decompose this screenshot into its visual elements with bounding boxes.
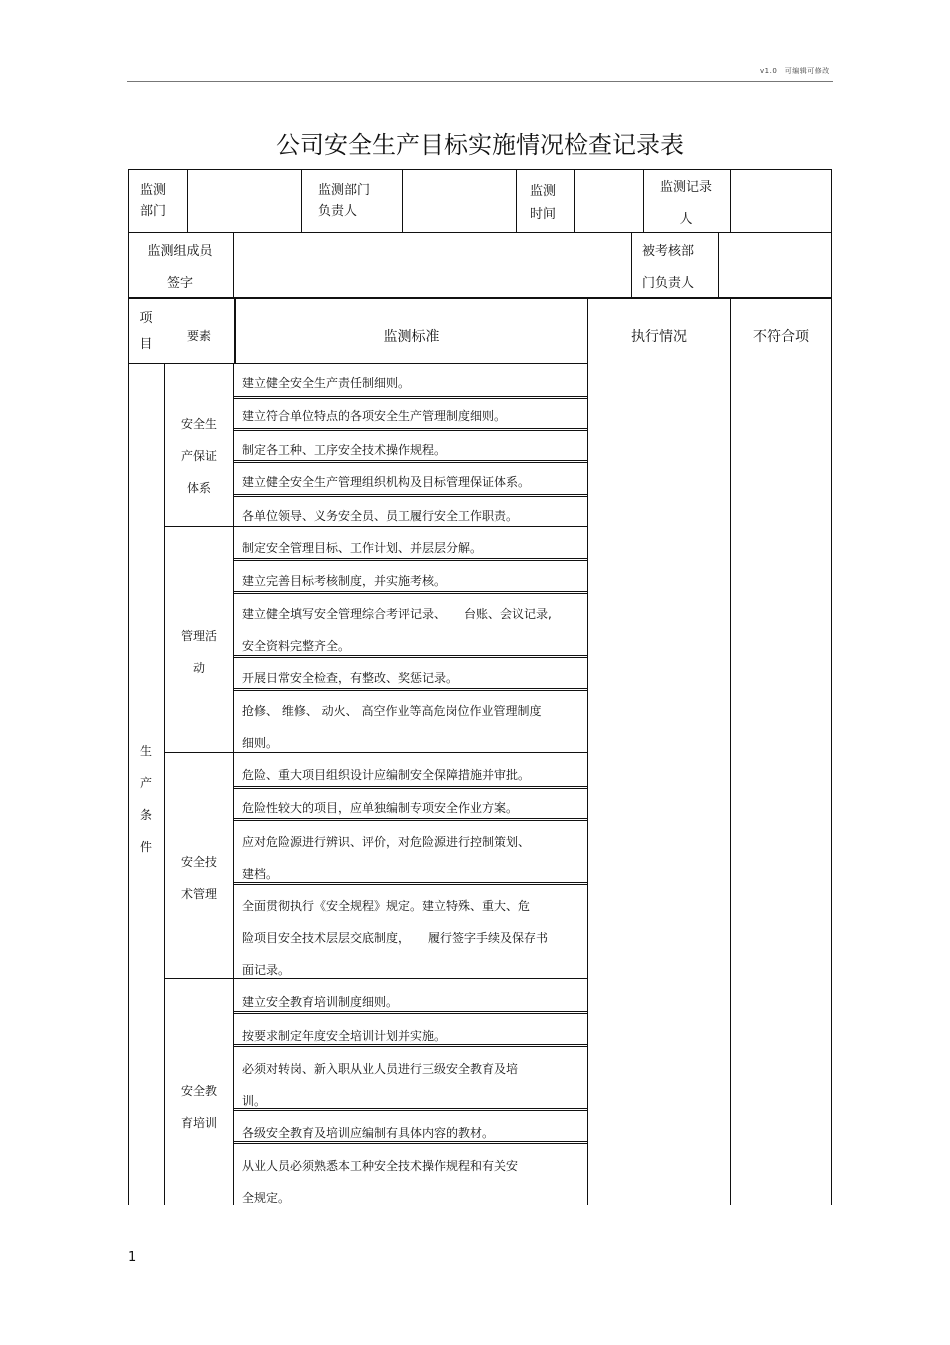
standard-item: 制定各工种、工序安全技术操作规程。 bbox=[242, 443, 447, 457]
members-sign-label: 监测组成员 签字 bbox=[147, 244, 213, 291]
header-version-note: v1.0 可编辑可修改 bbox=[760, 67, 830, 75]
standard-item: 抢修、 维修、 动火、 高空作业等高危岗位作业管理制度 bbox=[242, 704, 542, 718]
col-header-standard: 监测标准 bbox=[383, 329, 440, 345]
standard-item: 开展日常安全检查，有整改、奖惩记录。 bbox=[242, 671, 459, 685]
standard-item-cont: 建档。 bbox=[242, 867, 279, 881]
standard-item-cont: 全规定。 bbox=[242, 1191, 291, 1205]
assessed-dept-head-label: 被考核部 门负责人 bbox=[642, 244, 695, 291]
page-title: 公司安全生产目标实施情况检查记录表 bbox=[276, 131, 684, 159]
time-label: 监测 时间 bbox=[530, 184, 557, 222]
standard-item: 应对危险源进行辨识、评价，对危险源进行控制策划、 bbox=[242, 835, 531, 849]
standard-item: 危险性较大的项目，应单独编制专项安全作业方案。 bbox=[242, 801, 519, 815]
col-header-execution: 执行情况 bbox=[631, 329, 687, 345]
standard-item-cont: 安全资料完整齐全。 bbox=[242, 639, 351, 653]
header-rule bbox=[127, 81, 833, 82]
group-name-safety-system: 安全生 产保证 体系 bbox=[180, 417, 217, 495]
group-name-training: 安全教 育培训 bbox=[180, 1084, 217, 1130]
standard-item-cont: 面记录。 bbox=[242, 963, 291, 977]
standard-item: 建立完善目标考核制度，并实施考核。 bbox=[242, 574, 447, 588]
col-header-nonconform: 不符合项 bbox=[753, 329, 809, 345]
standard-item: 按要求制定年度安全培训计划并实施。 bbox=[242, 1029, 447, 1043]
standard-item: 制定安全管理目标、工作计划、并层层分解。 bbox=[242, 541, 483, 555]
standard-item: 建立健全安全生产责任制细则。 bbox=[242, 376, 411, 390]
category-label: 生 产 条 件 bbox=[139, 744, 152, 854]
dept-head-label: 监测部门 负责人 bbox=[318, 183, 371, 219]
standard-item-cont: 细则。 bbox=[242, 736, 279, 750]
standard-item: 建立健全安全生产管理组织机构及目标管理保证体系。 bbox=[242, 475, 531, 489]
recorder-label: 监测记录 人 bbox=[659, 180, 712, 227]
group-name-management: 管理活 动 bbox=[180, 629, 217, 675]
standard-item: 必须对转岗、新入职从业人员进行三级安全教育及培 bbox=[242, 1062, 519, 1076]
col-header-element: 要素 bbox=[186, 329, 211, 343]
standard-item-cont: 训。 bbox=[242, 1094, 267, 1108]
standard-item: 各单位领导、义务安全员、员工履行安全工作职责。 bbox=[242, 509, 519, 523]
standard-item: 建立健全填写安全管理综合考评记录、 台账、会议记录, bbox=[242, 607, 552, 621]
standard-item: 从业人员必须熟悉本工种安全技术操作规程和有关安 bbox=[242, 1159, 519, 1173]
standard-item: 全面贯彻执行《安全规程》规定。建立特殊、重大、危 bbox=[242, 899, 531, 913]
standard-item: 建立符合单位特点的各项安全生产管理制度细则。 bbox=[242, 409, 507, 423]
dept-label: 监测 部门 bbox=[140, 183, 167, 219]
standard-item-cont: 险项目安全技术层层交底制度， 履行签字手续及保存书 bbox=[242, 931, 549, 945]
standard-item: 建立安全教育培训制度细则。 bbox=[242, 995, 399, 1009]
standard-item: 危险、重大项目组织设计应编制安全保障措施并审批。 bbox=[242, 768, 531, 782]
page-number: 1 bbox=[128, 1250, 137, 1265]
group-name-technical: 安全技 术管理 bbox=[180, 855, 217, 901]
standard-item: 各级安全教育及培训应编制有具体内容的教材。 bbox=[242, 1126, 495, 1140]
col-header-item: 项 目 bbox=[139, 311, 153, 352]
